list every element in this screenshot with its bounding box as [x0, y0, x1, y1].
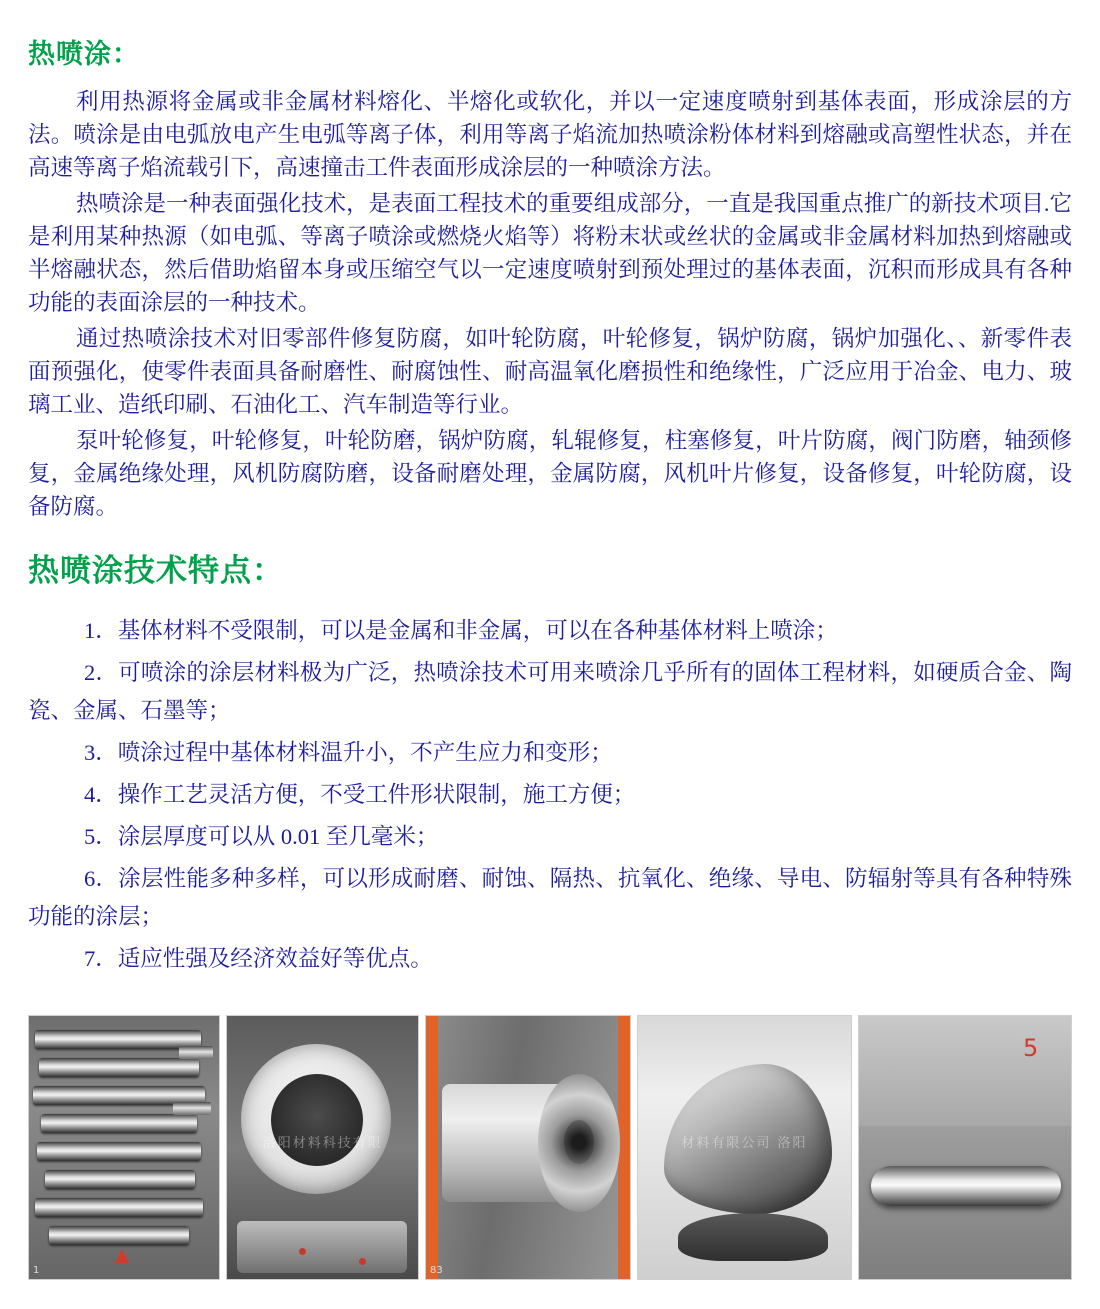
- photo-tag: 83: [429, 1265, 443, 1276]
- list-item: 4．操作工艺灵活方便，不受工件形状限制，施工方便；: [84, 782, 636, 807]
- gallery-photo-roller: [425, 1015, 631, 1280]
- list-item: 7．适应性强及经济效益好等优点。: [84, 946, 433, 971]
- paragraph: 利用热源将金属或非金属材料熔化、半熔化或软化，并以一定速度喷射到基体表面，形成涂层的方法。喷涂是由电弧放电产生电弧等离子体，利用等离子焰流加热喷涂粉体材料到熔融或高塑性状态，并在高速等离子焰流载引下，高速撞击工件表面形成涂层的一种喷涂方法。: [28, 89, 1072, 180]
- feature-list: [28, 612, 1072, 978]
- watermark: 洛阳材料科技有限: [262, 1135, 383, 1151]
- paragraph: 泵叶轮修复，叶轮修复，叶轮防磨，锅炉防腐，轧辊修复，柱塞修复，叶片防腐，阀门防磨，轴颈修复，金属绝缘处理，风机防腐防磨，设备耐磨处理，金属防腐，风机叶片修复，设备修复，叶轮防腐，设备防腐。: [28, 428, 1072, 519]
- list-item: 1．基体材料不受限制，可以是金属和非金属，可以在各种基体材料上喷涂；: [84, 618, 838, 643]
- section-heading-thermal-spray: 热喷涂：: [28, 39, 140, 70]
- list-item: 3．喷涂过程中基体材料温升小，不产生应力和变形；: [84, 740, 613, 765]
- gallery-photo-drum: [226, 1015, 418, 1280]
- list-item: 5．涂层厚度可以从 0.01 至几毫米；: [84, 824, 439, 849]
- watermark: 材料有限公司 洛阳: [681, 1135, 808, 1151]
- marker-arrow-icon: [115, 1249, 129, 1263]
- paragraph: 热喷涂是一种表面强化技术，是表面工程技术的重要组成部分，一直是我国重点推广的新技术项目.它是利用某种热源（如电弧、等离子喷涂或燃烧火焰等）将粉末状或丝状的金属或非金属材料加热到熔融或半熔融状态，然后借助焰留本身或压缩空气以一定速度喷射到预处理过的基体表面，沉积而形成具有各种功能的表面涂层的一种技术。: [28, 191, 1072, 315]
- list-item: 6．涂层性能多种多样，可以形成耐磨、耐蚀、隔热、抗氧化、绝缘、导电、防辐射等具有各种特殊功能的涂层；: [28, 866, 1072, 929]
- photo-tag: 1: [33, 1265, 40, 1276]
- image-gallery: [28, 1015, 1072, 1280]
- gallery-photo-impeller-blade: [637, 1015, 851, 1280]
- gallery-photo-long-shaft: [858, 1015, 1072, 1280]
- section-heading-features: 热喷涂技术特点：: [28, 553, 284, 589]
- gallery-photo-shafts: [28, 1015, 220, 1280]
- marker-icon: 5: [1022, 1034, 1039, 1062]
- list-item: 2．可喷涂的涂层材料极为广泛，热喷涂技术可用来喷涂几乎所有的固体工程材料，如硬质合金、陶瓷、金属、石墨等；: [28, 660, 1072, 723]
- paragraph: 通过热喷涂技术对旧零部件修复防腐，如叶轮防腐，叶轮修复，锅炉防腐，锅炉加强化、、新零件表面预强化，使零件表面具备耐磨性、耐腐蚀性、耐高温氧化磨损性和绝缘性，广泛应用于冶金、电力、玻璃工业、造纸印刷、石油化工、汽车制造等行业。: [28, 326, 1072, 417]
